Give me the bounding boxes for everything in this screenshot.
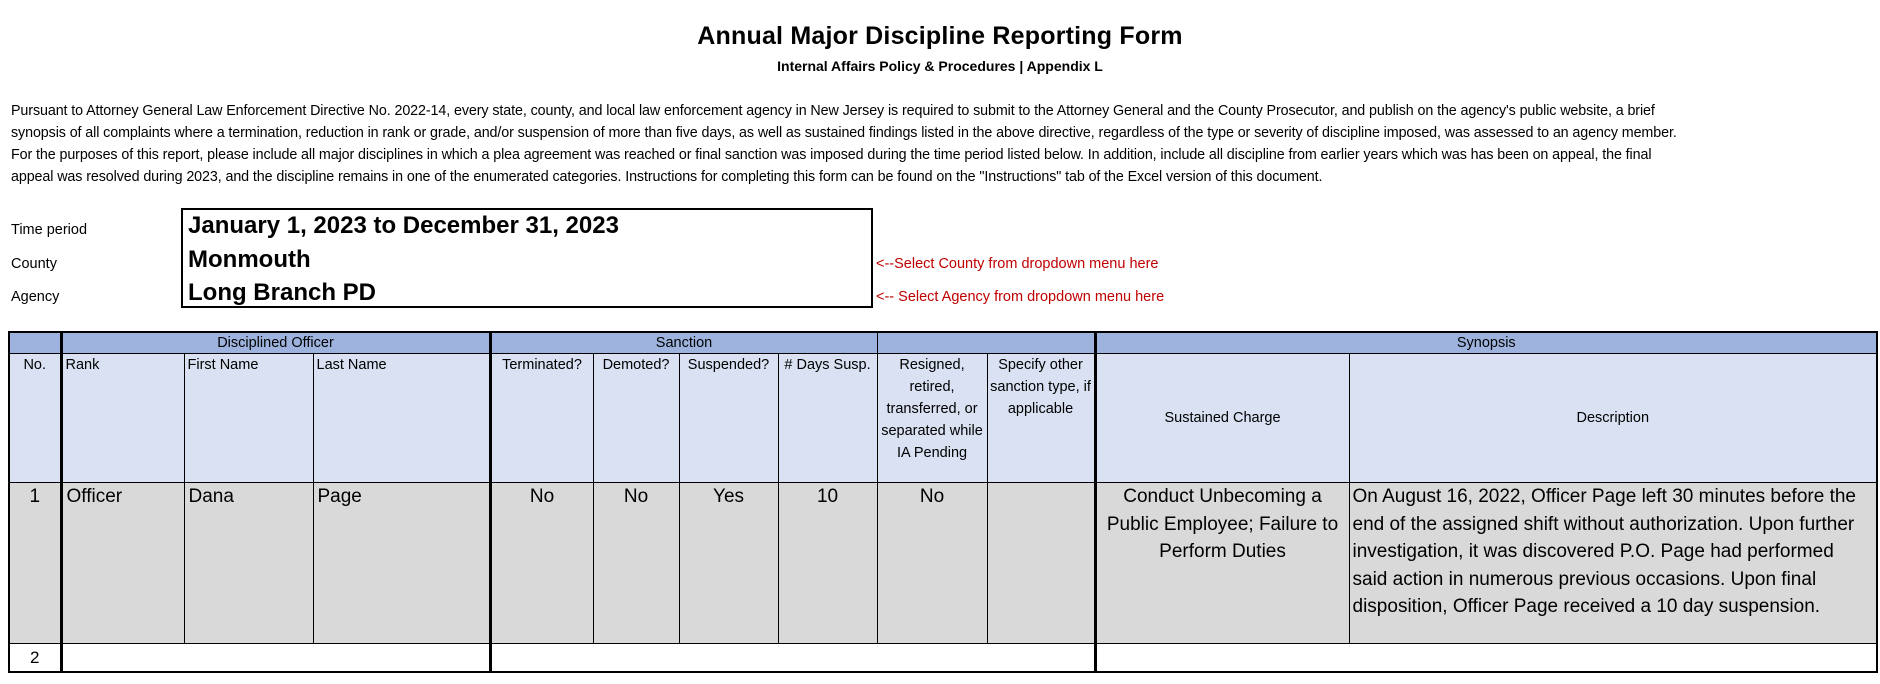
- agency-label: Agency: [11, 289, 60, 305]
- intro-line: For the purposes of this report, please include all major disciplines in which a plea agreement was reached or final sanction was imposed during the time period listed below. In addition, include all discipline from earlier years which was has been on appeal, the final: [11, 147, 1652, 163]
- column-header-row: [9, 354, 1877, 483]
- cell-resigned[interactable]: No: [877, 483, 987, 644]
- form-subtitle: Internal Affairs Policy & Procedures | Appendix L: [777, 58, 1103, 74]
- group-header-row: [9, 332, 1877, 354]
- cell-other-sanction[interactable]: [987, 483, 1095, 644]
- col-resigned: Resigned, retired, transferred, or separated while IA Pending: [877, 354, 987, 483]
- group-header-blank: [9, 332, 61, 354]
- col-description: Description: [1349, 354, 1877, 483]
- time-period-label: Time period: [11, 222, 88, 238]
- intro-line: synopsis of all complaints where a termination, reduction in rank or grade, and/or suspension of more than five days, as well as sustained findings listed in the above directive, regardless of the type or severity of discipline imposed, was assessed to an agency member.: [11, 125, 1677, 141]
- cell-suspended[interactable]: Yes: [679, 483, 778, 644]
- time-period-field[interactable]: January 1, 2023 to December 31, 2023: [188, 212, 619, 239]
- cell-rank[interactable]: Officer: [61, 483, 184, 644]
- cell-days-suspended[interactable]: 10: [778, 483, 877, 644]
- discipline-table: [8, 331, 1878, 673]
- cell-terminated[interactable]: No: [490, 483, 593, 644]
- cell-no[interactable]: 2: [9, 644, 61, 673]
- group-synopsis: Synopsis: [1095, 332, 1877, 354]
- intro-line: Pursuant to Attorney General Law Enforcement Directive No. 2022-14, every state, county, and local law enforcement agency in New Jersey is required to submit to the Attorney General and the County Prosecutor, and publish on the agency's public website, a brief: [11, 103, 1655, 119]
- group-sanction: Sanction: [490, 332, 877, 354]
- intro-paragraph: [11, 100, 1873, 188]
- cell-sanction-empty[interactable]: [490, 644, 1095, 673]
- col-terminated: Terminated?: [490, 354, 593, 483]
- form-title: Annual Major Discipline Reporting Form: [697, 22, 1183, 50]
- intro-line: appeal was resolved during 2023, and the discipline remains in one of the enumerated categories. Instructions for completing this form can be found on the "Instructions" tab of the Excel version of this document.: [11, 169, 1323, 185]
- col-rank: Rank: [61, 354, 184, 483]
- table-row: [9, 644, 1877, 673]
- table-row: [9, 483, 1877, 644]
- col-sustained-charge: Sustained Charge: [1095, 354, 1349, 483]
- col-no: No.: [9, 354, 61, 483]
- col-demoted: Demoted?: [593, 354, 679, 483]
- cell-first-name[interactable]: Dana: [184, 483, 313, 644]
- agency-hint: <-- Select Agency from dropdown menu here: [876, 289, 1165, 305]
- county-label: County: [11, 256, 57, 272]
- cell-synopsis-empty[interactable]: [1095, 644, 1877, 673]
- county-hint: <--Select County from dropdown menu here: [876, 256, 1159, 272]
- col-suspended: Suspended?: [679, 354, 778, 483]
- group-sanction-ext: [877, 332, 1095, 354]
- cell-demoted[interactable]: No: [593, 483, 679, 644]
- cell-officer-empty[interactable]: [61, 644, 490, 673]
- agency-select[interactable]: Long Branch PD: [188, 279, 377, 306]
- group-disciplined-officer: Disciplined Officer: [61, 332, 490, 354]
- col-first-name: First Name: [184, 354, 313, 483]
- col-days-suspended: # Days Susp.: [778, 354, 877, 483]
- cell-no[interactable]: 1: [9, 483, 61, 644]
- col-other-sanction: Specify other sanction type, if applicable: [987, 354, 1095, 483]
- cell-last-name[interactable]: Page: [313, 483, 490, 644]
- cell-sustained-charge[interactable]: Conduct Unbecoming a Public Employee; Failure to Perform Duties: [1095, 483, 1349, 644]
- report-info-box: [181, 208, 873, 308]
- col-last-name: Last Name: [313, 354, 490, 483]
- cell-description[interactable]: On August 16, 2022, Officer Page left 30 minutes before the end of the assigned shift without authorization. Upon further investigation, it was discovered P.O. Page had performed said action in numerous previous occasions. Upon final disposition, Officer Page received a 10 day suspension.: [1349, 483, 1877, 644]
- county-select[interactable]: Monmouth: [188, 246, 311, 273]
